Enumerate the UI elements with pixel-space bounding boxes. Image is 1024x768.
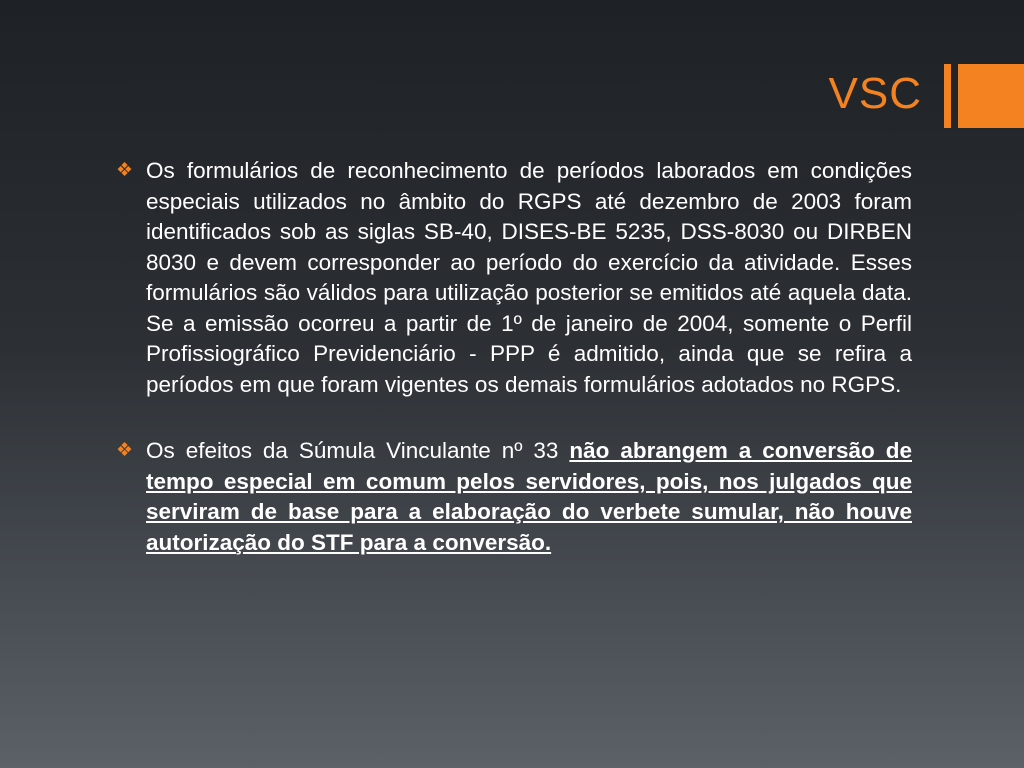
bullet-text: Os formulários de reconhecimento de períodos laborados em condições especiais utilizados no âmbito do RGPS até dezembro de 2003 foram identificados sob as siglas SB-40, DISES-BE 5235, DSS-8030 ou DIRBEN 8030 e devem corresponder ao período do exercício da atividade. Esses formulários são válidos para utilização posterior se emitidos até aquela data. Se a emissão ocorreu a partir de 1º de janeiro de 2004, somente o Perfil Profissiográfico Previdenciário - PPP é admitido, ainda que se refira a períodos em que foram vigentes os demais formulários adotados no RGPS. <box>146 158 912 397</box>
bullet-text <box>146 436 912 558</box>
title-accent-block <box>958 64 1024 128</box>
slide-title: VSC <box>828 69 922 118</box>
bullet-item <box>116 156 912 400</box>
title-accent-bar <box>944 64 951 128</box>
diamond-bullet-icon: ❖ <box>116 160 134 181</box>
bullet-text-plain: Os efeitos da Súmula Vinculante nº 33 <box>146 438 570 463</box>
slide-content <box>116 156 912 594</box>
diamond-bullet-icon: ❖ <box>116 440 134 461</box>
bullet-text-emphasis: não abrangem a conversão de tempo especial em comum pelos servidores, pois, nos julgados que serviram de base para a elaboração do verbete sumular, não houve autorização do STF para a conversão. <box>146 438 912 555</box>
bullet-item <box>116 436 912 558</box>
